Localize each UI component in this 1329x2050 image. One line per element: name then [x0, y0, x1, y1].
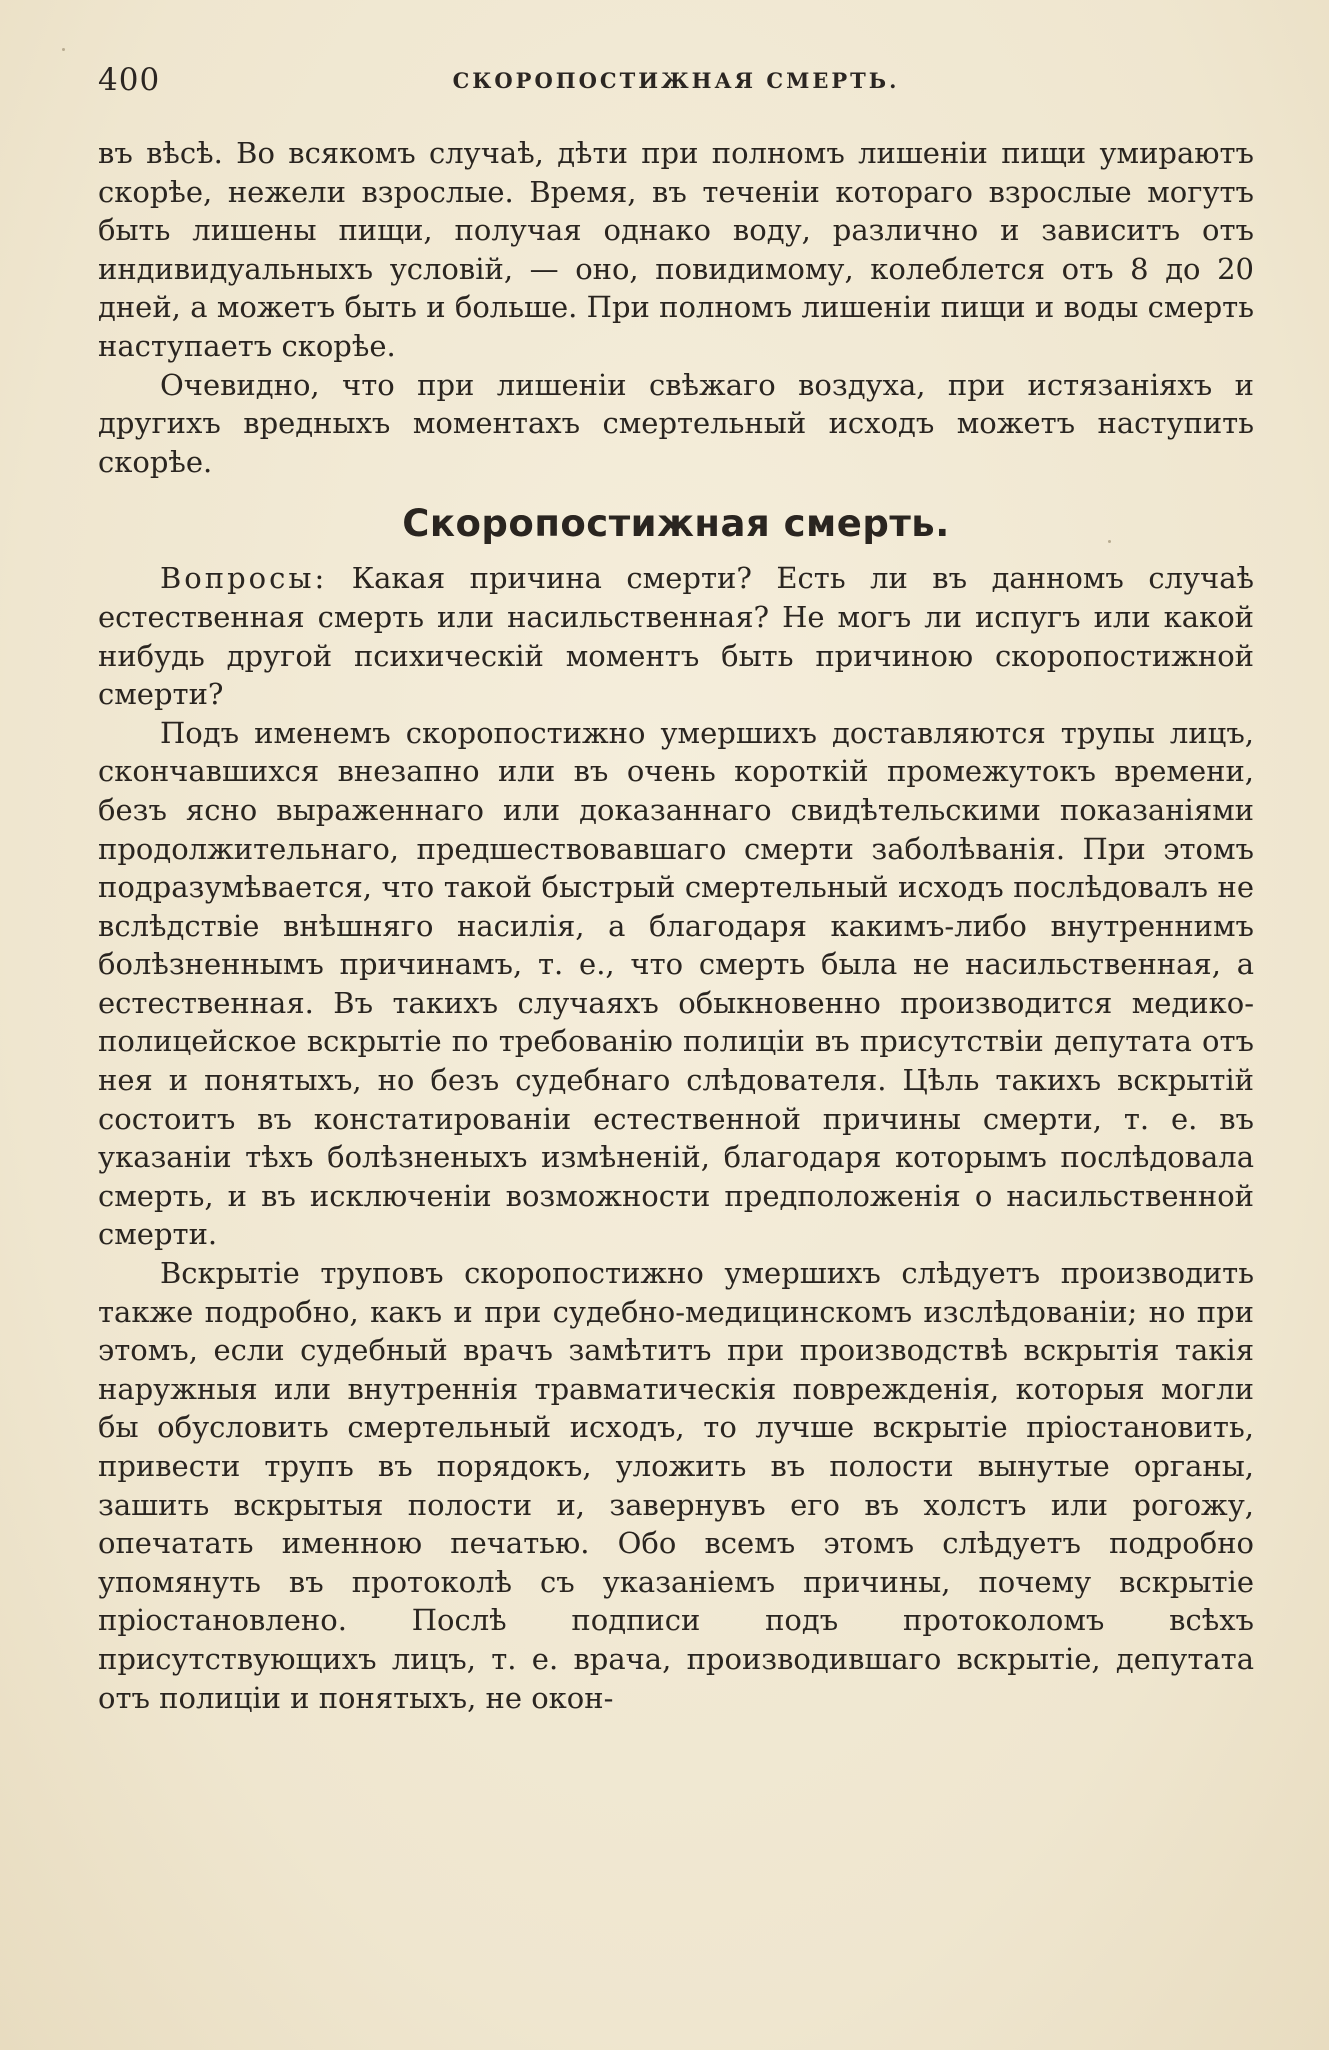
paper-speck — [62, 48, 65, 51]
running-title: СКОРОПОСТИЖНАЯ СМЕРТЬ. — [452, 68, 900, 93]
paragraph: Очевидно, что при лишенiи свѣжаго воздуха, при истязанiяхъ и другихъ вредныхъ моментахъ смертельный исходъ можетъ наступить скорѣе. — [98, 367, 1254, 479]
page-number: 400 — [98, 62, 161, 98]
body-text — [98, 134, 1254, 1717]
paragraph: Подъ именемъ скоропостижно умершихъ доставляются трупы лицъ, скончавшихся внезапно или въ очень короткiй промежутокъ времени, безъ ясно выраженнаго или доказаннаго свидѣтельскими показанiями продолжительнаго, предшествовавшаго смерти заболѣванiя. При этомъ подразумѣвается, что такой быстрый смертельный исходъ послѣдовалъ не вслѣдствiе внѣшняго насилiя, а благодаря какимъ-либо внутреннимъ болѣзненнымъ причинамъ, т. е., что смерть была не насильственная, а естественная. Въ такихъ случаяхъ обыкновенно производится медико-полицейское вскрытiе по требованiю полицiи въ присутствiи депутата отъ нея и понятыхъ, но безъ судебнаго слѣдователя. Цѣль такихъ вскрытiй состоитъ въ констатированiи естественной причины смерти, т. е. въ указанiи тѣхъ болѣзненыхъ измѣненiй, благодаря которымъ послѣдовала смерть, и въ исключенiи возможности предположенiя о насильственной смерти. — [98, 715, 1254, 1252]
running-header — [98, 62, 1254, 102]
paragraph: Вскрытiе труповъ скоропостижно умершихъ слѣдуетъ производить также подробно, какъ и при судебно-медицинскомъ изслѣдованiи; но при этомъ, если судебный врачъ замѣтитъ при производствѣ вскрытiя такiя наружныя или внутреннiя травматическiя поврежденiя, которыя могли бы обусловить смертельный исходъ, то лучше вскрытiе прiостановить, привести трупъ въ порядокъ, уложить въ полости вынутые органы, зашить вскрытыя полости и, завернувъ его въ холстъ или рогожу, опечатать именною печатью. Обо всемъ этомъ слѣдуетъ подробно упомянуть въ протоколѣ съ указанiемъ причины, почему вскрытiе прiостановлено. Послѣ подписи подъ протоколомъ всѣхъ присутствующихъ лицъ, т. е. врача, производившаго вскрытiе, депутата отъ полицiи и понятыхъ, не окон- — [98, 1256, 1254, 1715]
questions-text: Какая причина смерти? Есть ли въ данномъ случаѣ естественная смерть или насильственная? Не могъ ли испугъ или какой нибудь другой психическiй моментъ быть причиною скоропостижной смерти? — [98, 561, 1254, 712]
questions-label: Вопросы: — [160, 561, 328, 596]
paragraph-continuation: въ вѣсѣ. Во всякомъ случаѣ, дѣти при полномъ лишенiи пищи умираютъ скорѣе, нежели взрослые. Время, въ теченiи котораго взрослые могутъ быть лишены пищи, получая однако воду, различно и зависитъ отъ индивидуальныхъ условiй, — оно, повидимому, колеблется отъ 8 до 20 дней, а можетъ быть и больше. При полномъ лишенiи пищи и воды смерть наступаетъ скорѣе. — [98, 136, 1254, 363]
section-heading: Скоропостижная смерть. — [402, 502, 950, 546]
questions-paragraph — [98, 559, 1254, 713]
